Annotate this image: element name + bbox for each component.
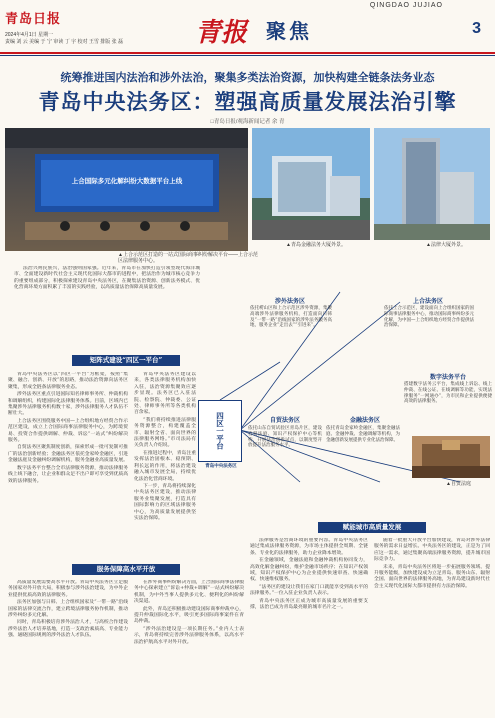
headline-kicker: 统筹推进国内法治和涉外法治，聚集多类法治资源，加快构建全链条法务业态 bbox=[60, 71, 435, 84]
paragraph: 在金融领域，金融法庭和金融仲裁机构协同发力，高效化解金融纠纷，维护金融市场秩序；在知识产权领域，知识产权保护中心为企业提供快速审查、快速确权、快速维权服务。 bbox=[250, 558, 368, 583]
photo-interior-image bbox=[5, 128, 248, 251]
byline: □青岛日报/观海新闻记者 余 青 bbox=[210, 119, 285, 125]
page-number: 3 bbox=[472, 20, 481, 37]
article-column-bottom-left bbox=[8, 580, 128, 712]
masthead-rule-thin bbox=[0, 55, 495, 56]
zone-title-foreign: 涉外法务区 bbox=[274, 298, 305, 305]
photo-legal-service-center bbox=[5, 128, 248, 251]
paragraph: “法务区的建设让我们在家门口就能享受到高水平的法律服务。”一位入驻企业负责人表示。 bbox=[250, 584, 368, 597]
article-column-bottom-mid bbox=[134, 580, 244, 712]
paragraph: “涉外法治建设是一项长期任务。”业内人士表示，青岛将持续完善涉外法律服务体系，以高水平法治护航高水平对外开放。 bbox=[134, 626, 244, 645]
main-headline: 青岛中央法务区：塑强高质量发展法治引擎 bbox=[38, 89, 457, 114]
diagram-center-box bbox=[198, 400, 242, 462]
masthead-rule bbox=[0, 52, 495, 54]
zone-text-sco: 依托上合示范区，建设面向上合组织国家的国际商事法律服务中心，推动国际商事纠纷多元化解，为中国—上合组织地方经贸合作提供法治保障。 bbox=[384, 306, 474, 329]
paragraph: 法务区加强与日韩、上合组织国家及“一带一路”沿线国家的法律交流合作，建立跨境法律服务协作机制，推动涉外纠纷多元化解。 bbox=[8, 600, 128, 619]
paragraph: 涉外法务区重点引进国际知名律师事务所、仲裁机构和调解组织，构建国际化法律服务体系。目前，区域内已集聚涉外法律服务机构数十家，涉外法律服务人才队伍不断壮大。 bbox=[8, 392, 128, 417]
paragraph: 随着一批重大开放平台加快建设，青岛对涉外法律服务的需求日益增长。中央法务区的建设，正是为了回应这一需求，通过集聚高端法律服务资源，提升城市国际竞争力。 bbox=[374, 538, 490, 563]
zone-text-foreign: 依托崂山区和上合示范区涉外资源，集聚高端涉外法律服务机构，打造面向日韩及“一带一路”沿线国家的涉外法务服务高地，服务企业“走出去”“引进来”。 bbox=[250, 306, 332, 329]
diagram-center-sublabel: 青岛中央法务区 bbox=[205, 464, 237, 469]
intro-paragraph: 法治兴则民族兴，法治强则国家强。近年来，青岛市在加快打造引领型现代海洋城市、全面建设新时代社会主义现代化国际大都市的进程中，把法治作为城市核心竞争力的重要组成部分，积极探索建设青岛中央法务区，在聚集法治资源、创新法务模式、优化营商环境方面积累了丰富的实践经验，以高质量法治保障高质量发展。 bbox=[14, 266, 200, 291]
photo-caption: ▲青岛金融法务大厦外景。 bbox=[286, 242, 346, 248]
zone-title-digital: 数字法务平台 bbox=[429, 374, 466, 381]
paragraph: 未来，青岛中央法务区将进一步拓展服务领域、提升服务能级，加快建设成为立足青岛、服务山东、辐射全国、面向世界的法律服务高地，为青岛建设新时代社会主义现代化国际大都市提供有力法治保障。 bbox=[374, 564, 490, 589]
section-name-en: QINGDAO JUJIAO bbox=[369, 2, 443, 9]
paragraph: 在涉外商事纠纷解决方面，上合国际商事法律服务中心探索建立“诉讼+仲裁+调解”一站式纠纷解决机制，为中外当事人提供多元化、便利化的纠纷解决渠道。 bbox=[134, 580, 244, 605]
newspaper-logo: 青岛日报 bbox=[5, 12, 62, 27]
paragraph: 此外，青岛还积极推动建设国际商事仲裁中心，提升仲裁国际化水平，吸引更多国际商事案件在青岛仲裁。 bbox=[134, 606, 244, 625]
article-intro bbox=[14, 266, 200, 336]
article-column-far-right bbox=[374, 538, 490, 712]
zone-title-ftz: 自贸法务区 bbox=[269, 417, 300, 424]
paragraph: 数字法务平台整合全市法律服务资源，推动法律服务线上线下融合，让企业和群众足不出户即可享受到优质高效的法律服务。 bbox=[8, 465, 128, 484]
article-column-right bbox=[250, 538, 368, 712]
section-title: 聚焦 bbox=[266, 19, 312, 43]
photo-caption: ▲上合示范区打造的一站式国际商事纠纷解决平台——上合示范区法律服务中心。 bbox=[118, 252, 258, 264]
subhead-matrix: 矩阵式建设“四区一平台” bbox=[72, 355, 180, 366]
paragraph: 自贸法务区聚焦制度创新，探索形成一批可复制可推广的法治创新经验；金融法务区依托金家岭金融区，引进金融法庭及金融纠纷调解机构，服务金融业高质量发展。 bbox=[8, 445, 128, 464]
photo-ftz-court bbox=[412, 436, 490, 478]
editor-credits: 责编 刘 云 美编 于 宁 审读 丁 宇 校对 王雪 排版 张 磊 bbox=[5, 39, 124, 45]
photo-caption: ▲自贸法庭 bbox=[446, 481, 471, 487]
photo-law-building bbox=[374, 128, 490, 240]
subhead-empower: 赋能城市高质量发展 bbox=[318, 522, 426, 533]
diagram-center-label: 四区一平台 bbox=[215, 412, 225, 450]
zone-title-finance: 金融法务区 bbox=[349, 417, 380, 424]
issue-date: 2024年4月1日 星期一 bbox=[5, 32, 54, 38]
photo-tower-image bbox=[374, 128, 490, 240]
zone-text-digital: 搭建数字法务云平台，集成线上诉讼、线上仲裁、在线公证、在线调解等功能，实现法律服务“一网通办”，为市民和企业提供便捷高效的法律服务。 bbox=[404, 382, 492, 405]
zone-text-finance: 依托青岛金家岭金融区，集聚金融法庭、金融仲裁、金融调解等机构，为金融创新发展提供专业化法治保障。 bbox=[326, 426, 400, 443]
masthead-info bbox=[5, 32, 123, 46]
photo-finance-building bbox=[252, 128, 370, 240]
paragraph: 青岛中央法务区建设以来，各类法律服务机构加快入驻，法治资源集聚效应逐步显现。法务区已入驻法院、检察院、仲裁委、公证处、律师事务所等各类机构百余家。 bbox=[134, 372, 196, 416]
photo-court-image bbox=[412, 436, 490, 478]
paragraph: 在推进过程中，青岛注重发挥法治固根本、稳预期、利长远的作用，将法治建设融入城市发展全局，持续优化法治化营商环境。 bbox=[134, 450, 196, 482]
article-column-mid bbox=[134, 372, 196, 560]
zone-title-sco: 上合法务区 bbox=[412, 298, 443, 305]
paragraph: “我们将持续推进法律服务资源整合，构建覆盖全市、辐射全省、面向世界的法律服务网络。”市司法局有关负责人介绍说。 bbox=[134, 417, 196, 449]
section-logo: 青报 bbox=[195, 18, 248, 48]
zone-text-ftz: 依托山东自贸试验区青岛片区，建设自贸法庭、知识产权保护中心等机构，开展法治创新试点，以制度型开放提升法治服务水平。 bbox=[248, 426, 322, 449]
article-column-left bbox=[8, 372, 128, 560]
paragraph: 法律服务是营商环境的重要内容。青岛中央法务区通过集成法律服务资源，为市场主体提供全周期、全链条、专业化的法律服务，助力企业降本增效。 bbox=[250, 538, 368, 556]
paragraph: 上合法务区围绕服务中国—上合组织地方经贸合作示范区建设，成立上合国际商事法律服务中心，为跨境贸易、投资合作提供调解、仲裁、诉讼“一站式”纠纷解决服务。 bbox=[8, 418, 128, 444]
paragraph: 青岛中央法务区正成为城市高质量发展的重要支撑，法治已成为青岛最亮眼的城市名片之一。 bbox=[250, 598, 368, 611]
photo-caption: ▲法律大厦外景。 bbox=[426, 242, 466, 248]
photo-building-image bbox=[252, 128, 370, 240]
paragraph: 青岛中央法务区以“四区一平台”为框架，按照“集聚、融合、创新、开放”的思路，推动法治资源向法务区聚集，形成全链条法律服务业态。 bbox=[8, 372, 128, 390]
paragraph: 同时，青岛积极培育涉外法治人才，与高校合作建设涉外法治人才培养基地，打造一支政治素质高、专业能力强、通晓国际规则的涉外法治人才队伍。 bbox=[8, 620, 128, 639]
photo-screen-sign: 上合国际多元化解纠纷大数据平台上线 bbox=[71, 178, 183, 185]
subhead-opening: 服务保障高水平开放 bbox=[72, 564, 180, 575]
paragraph: 高质量发展需要高水平开放。青岛中央法务区立足服务国家对外开放大局，积极参与涉外法治建设，为中外企业提供优质高效的法律服务。 bbox=[8, 580, 128, 598]
paragraph: 下一步，青岛将持续深化中央法务区建设，推动法律服务业集聚发展，打造具有国际影响力的区域法律服务中心，为高质量发展提供坚实法治保障。 bbox=[134, 483, 196, 521]
